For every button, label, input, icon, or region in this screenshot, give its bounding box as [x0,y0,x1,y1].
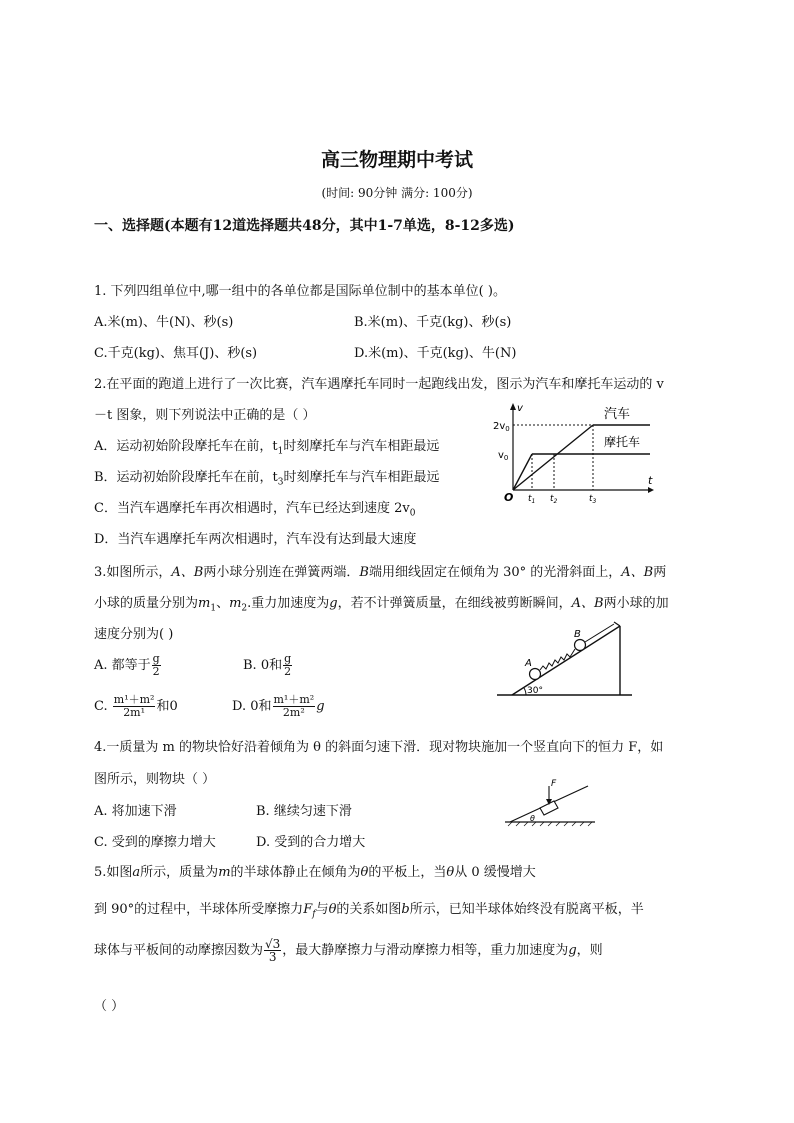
q1-stem: 1. 下列四组单位中,哪一组中的各单位都是国际单位制中的基本单位( )。 [94,284,506,299]
q1-option-c: C.千克(kg)、焦耳(J)、秒(s) [94,346,258,361]
origin-label: O [504,491,514,504]
v-axis-label: v [517,403,523,414]
q3-stem-line1: 3.如图所示，A、B两小球分别连在弹簧两端．B端用细线固定在倾角为 30° 的光滑斜面上，A、B两 [94,565,667,580]
q2-stem-line1: 2.在平面的跑道上进行了一次比赛，汽车遇摩托车同时一起跑线出发，图示为汽车和摩托车运动的 v [94,377,664,392]
q2-option-c: C．当汽车遇摩托车再次相遇时，汽车已经达到速度 $2v_0$ [94,501,416,519]
section-heading: 一、选择题(本题有12道选择题共48分，其中1-7单选，8-12多选) [94,218,515,234]
v-axis-arrow [510,403,516,410]
car-line [513,425,593,490]
q2-stem-line2: －t 图象，则下列说法中正确的是（ ） [94,408,316,423]
ball-a [530,669,541,680]
angle-arc [524,688,526,695]
label-b: B [574,629,581,640]
exam-info: (时间: 90分钟 满分: 100分) [321,186,473,200]
q2-option-b: B．运动初始阶段摩托车在前，$t_3$时刻摩托车与汽车相距最远 [94,470,440,488]
ball-b [575,640,586,651]
q3-option-b: B. 0和 $\frac{g}{2}$ [243,652,292,678]
q1-option-d: D.米(m)、千克(kg)、牛(N) [354,346,517,361]
two-v0-label: $2v_0$ [493,421,510,433]
q3-option-a: A. 都等于 $\frac{g}{2}$ [94,652,160,678]
q2-option-a: A．运动初始阶段摩托车在前，$t_1$时刻摩托车与汽车相距最远 [94,439,440,457]
t-axis-arrow [648,487,654,493]
q4-stem-line2: 图所示，则物块（ ） [94,772,216,787]
q5-answer-blank: （ ） [94,999,125,1014]
q5-line1: 5.如图a所示，质量为m的半球体静止在倾角为θ的平板上，当θ从 0 缓慢增大 [94,865,536,880]
t3-label: $t_3$ [589,494,597,505]
q3-stem-line3: 速度分别为( ) [94,627,174,642]
q4-option-d: D. 受到的合力增大 [256,835,366,850]
q4-option-c: C. 受到的摩擦力增大 [94,835,216,850]
t2-label: $t_2$ [550,494,558,505]
moto-label: 摩托车 [604,435,641,449]
q1-option-b: B.米(m)、千克(kg)、秒(s) [354,315,512,330]
q4-option-b: B. 继续匀速下滑 [256,804,352,819]
q5-line2: 到 90°的过程中，半球体所受摩擦力$F_f$与θ的关系如图b所示，已知半球体始终没有脱离平板，半 [94,902,644,920]
car-label: 汽车 [604,407,631,422]
q1-option-a: A.米(m)、牛(N)、秒(s) [94,315,234,330]
theta-label: θ [530,814,535,823]
t-axis-label: t [648,474,653,487]
page-title: 高三物理期中考试 [320,149,473,171]
t1-label: $t_1$ [528,494,536,505]
spring [540,649,575,670]
moto-line [513,454,532,490]
q5-line3: 球体与平板间的动摩擦因数为 $\frac{√3}{3}$ ，最大静摩擦力与滑动摩擦力相等，重力加速度为g，则 [94,937,603,964]
label-a: A [525,658,532,669]
force-label: F [551,779,557,789]
incline-spring-figure [492,618,637,698]
q4-option-a: A. 将加速下滑 [94,804,177,819]
thread [614,622,620,626]
vt-graph-figure [488,400,658,505]
q3-option-c: C. $\frac{\text{m¹＋m²}}{\text{2m¹}}$ 和0 [94,693,178,719]
q4-stem-line1: 4.一质量为 m 的物块恰好沿着倾角为 θ 的斜面匀速下滑．现对物块施加一个竖直向下的恒力 F，如 [94,740,664,755]
incline-block-figure [500,772,600,827]
q3-stem-line2: 小球的质量分别为$m_1$、$m_2$.重力加速度为g，若不计弹簧质量，在细线被剪断瞬间，A、B两小球的加 [94,596,669,614]
angle-label: 30° [527,686,543,696]
q3-option-d: D. 0和 $\frac{\text{m¹＋m²}}{\text{2m²}}$ g [232,693,325,719]
q2-option-d: D．当汽车遇摩托车两次相遇时，汽车没有达到最大速度 [94,532,417,547]
v0-label: $v_0$ [498,450,509,462]
